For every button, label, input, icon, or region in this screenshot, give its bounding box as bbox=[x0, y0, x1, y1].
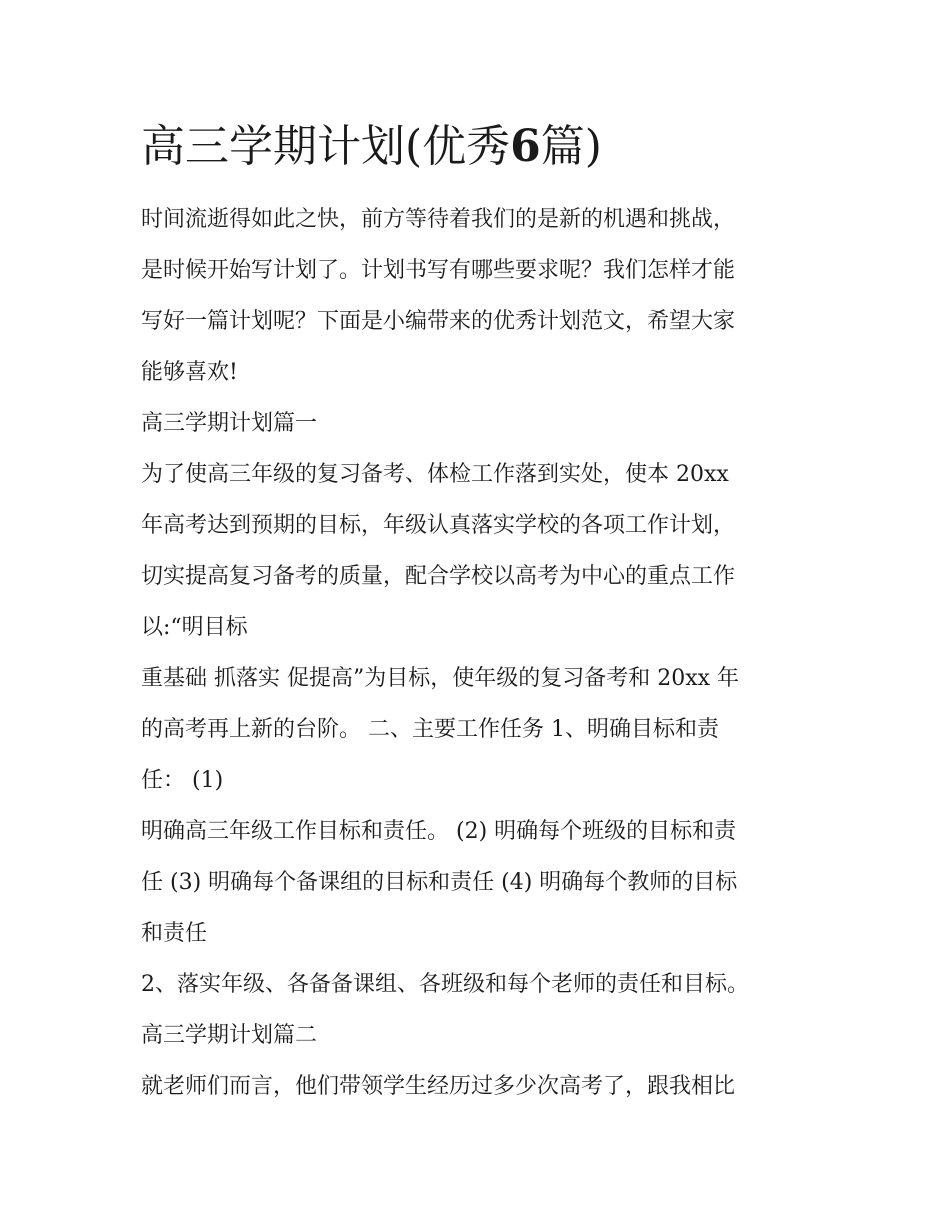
text-line: 以:“明目标 bbox=[141, 615, 248, 640]
text-line: 就老师们而言，他们带领学生经历过多少次高考了，跟我相比 bbox=[141, 1074, 736, 1099]
text-line: 为了使高三年级的复习备考、体检工作落到实处，使本 20xx bbox=[141, 462, 729, 487]
section-heading: 高三学期计划篇二 bbox=[141, 1023, 318, 1048]
document-page bbox=[141, 114, 821, 1112]
text-line: 写好一篇计划呢？下面是小编带来的优秀计划范文，希望大家 bbox=[141, 309, 736, 334]
text-line: 是时候开始写计划了。计划书写有哪些要求呢？我们怎样才能 bbox=[141, 258, 736, 283]
title-number: 6 bbox=[510, 121, 541, 172]
title-suffix: 篇) bbox=[540, 121, 602, 172]
text-line: 任 (3) 明确每个备课组的目标和责任 (4) 明确每个教师的目标 bbox=[141, 870, 738, 895]
text-line: 的高考再上新的台阶。 二、主要工作任务 1、明确目标和责 bbox=[141, 717, 719, 742]
document-title bbox=[141, 114, 821, 180]
section-heading: 高三学期计划篇一 bbox=[141, 411, 318, 436]
document-body bbox=[141, 194, 821, 1112]
text-line: 任： (1) bbox=[141, 768, 224, 793]
text-line: 2、落实年级、各备备课组、各班级和每个老师的责任和目标。 bbox=[141, 972, 749, 997]
text-line: 和责任 bbox=[141, 921, 208, 946]
title-prefix: 高三学期计划(优秀 bbox=[141, 121, 511, 172]
text-line: 切实提高复习备考的质量，配合学校以高考为中心的重点工作 bbox=[141, 564, 736, 589]
text-line: 重基础 抓落实 促提高”为目标，使年级的复习备考和 20xx 年 bbox=[141, 666, 740, 691]
text-line: 时间流逝得如此之快，前方等待着我们的是新的机遇和挑战， bbox=[141, 207, 736, 232]
text-line: 年高考达到预期的目标，年级认真落实学校的各项工作计划， bbox=[141, 513, 736, 538]
text-line: 能够喜欢! bbox=[141, 360, 238, 385]
text-line: 明确高三年级工作目标和责任。 (2) 明确每个班级的目标和责 bbox=[141, 819, 737, 844]
